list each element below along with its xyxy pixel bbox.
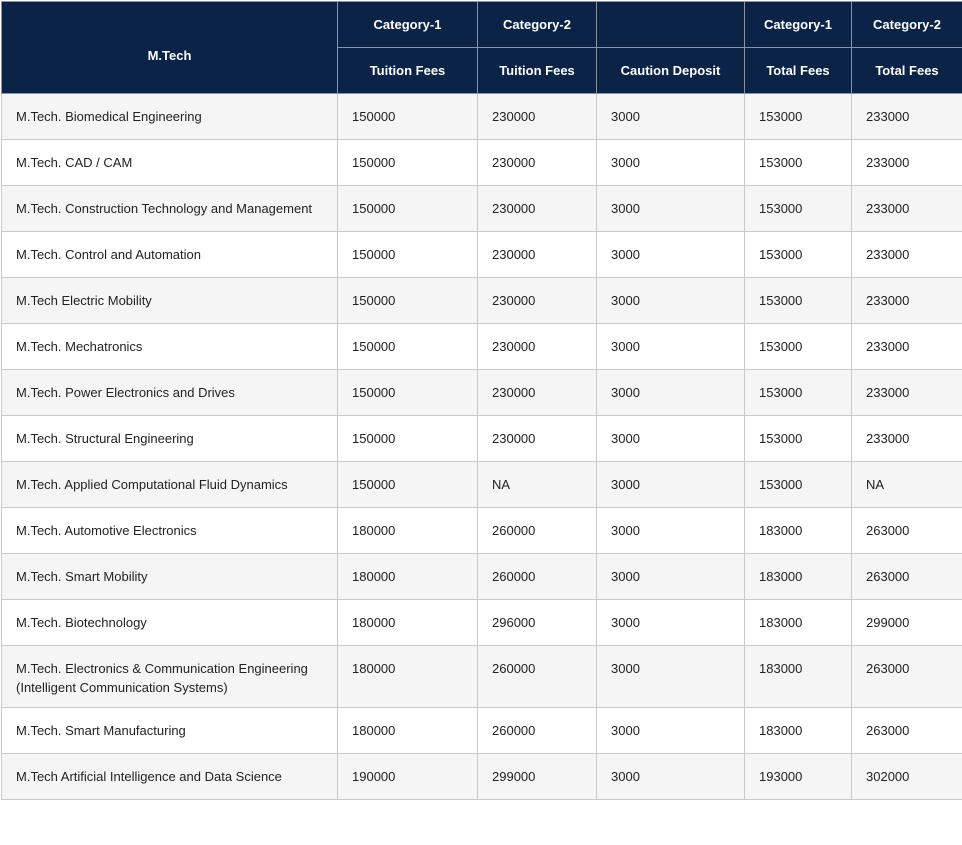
cat2-tuition-cell: 299000 bbox=[478, 754, 597, 800]
cat1-total-cell: 153000 bbox=[745, 462, 852, 508]
cat2-total-cell: 263000 bbox=[852, 508, 962, 554]
cat1-total-cell: 153000 bbox=[745, 416, 852, 462]
table-body bbox=[2, 94, 962, 800]
header-caution-deposit: Caution Deposit bbox=[597, 48, 745, 94]
cat2-total-cell: 263000 bbox=[852, 554, 962, 600]
cat2-total-cell: 233000 bbox=[852, 186, 962, 232]
header-total-fees-2: Total Fees bbox=[852, 48, 962, 94]
program-name-cell: M.Tech. Electronics & Communication Engineering (Intelligent Communication Systems) bbox=[2, 646, 338, 708]
program-name-cell: M.Tech. Smart Mobility bbox=[2, 554, 338, 600]
table-row bbox=[2, 600, 962, 646]
cat2-total-cell: 263000 bbox=[852, 708, 962, 754]
cat1-total-cell: 153000 bbox=[745, 140, 852, 186]
cat2-total-cell: 233000 bbox=[852, 140, 962, 186]
caution-deposit-cell: 3000 bbox=[597, 508, 745, 554]
cat2-total-cell: 233000 bbox=[852, 324, 962, 370]
header-category-1-tuition: Category-1 bbox=[338, 2, 478, 48]
table-row bbox=[2, 232, 962, 278]
cat1-tuition-cell: 180000 bbox=[338, 600, 478, 646]
header-tuition-fees-1: Tuition Fees bbox=[338, 48, 478, 94]
cat2-tuition-cell: 230000 bbox=[478, 278, 597, 324]
program-name-cell: M.Tech. Control and Automation bbox=[2, 232, 338, 278]
cat1-tuition-cell: 180000 bbox=[338, 646, 478, 708]
cat1-tuition-cell: 180000 bbox=[338, 554, 478, 600]
cat2-tuition-cell: 260000 bbox=[478, 646, 597, 708]
program-name-cell: M.Tech. Power Electronics and Drives bbox=[2, 370, 338, 416]
caution-deposit-cell: 3000 bbox=[597, 232, 745, 278]
cat2-tuition-cell: 230000 bbox=[478, 94, 597, 140]
program-name-cell: M.Tech. Automotive Electronics bbox=[2, 508, 338, 554]
cat1-tuition-cell: 150000 bbox=[338, 232, 478, 278]
program-name-cell: M.Tech. Construction Technology and Management bbox=[2, 186, 338, 232]
caution-deposit-cell: 3000 bbox=[597, 140, 745, 186]
cat1-total-cell: 183000 bbox=[745, 646, 852, 708]
caution-deposit-cell: 3000 bbox=[597, 370, 745, 416]
cat1-total-cell: 183000 bbox=[745, 508, 852, 554]
program-name-cell: M.Tech. Applied Computational Fluid Dynamics bbox=[2, 462, 338, 508]
cat2-tuition-cell: 230000 bbox=[478, 324, 597, 370]
header-category-2-tuition: Category-2 bbox=[478, 2, 597, 48]
cat2-total-cell: 233000 bbox=[852, 370, 962, 416]
header-program: M.Tech bbox=[2, 2, 338, 94]
cat2-tuition-cell: 260000 bbox=[478, 554, 597, 600]
caution-deposit-cell: 3000 bbox=[597, 646, 745, 708]
cat1-total-cell: 153000 bbox=[745, 278, 852, 324]
cat2-tuition-cell: NA bbox=[478, 462, 597, 508]
table-header bbox=[2, 2, 962, 94]
cat1-tuition-cell: 190000 bbox=[338, 754, 478, 800]
caution-deposit-cell: 3000 bbox=[597, 462, 745, 508]
cat2-total-cell: 299000 bbox=[852, 600, 962, 646]
cat1-total-cell: 153000 bbox=[745, 370, 852, 416]
cat2-tuition-cell: 260000 bbox=[478, 708, 597, 754]
cat2-tuition-cell: 260000 bbox=[478, 508, 597, 554]
caution-deposit-cell: 3000 bbox=[597, 754, 745, 800]
cat1-total-cell: 153000 bbox=[745, 324, 852, 370]
program-name-cell: M.Tech. CAD / CAM bbox=[2, 140, 338, 186]
table-row bbox=[2, 416, 962, 462]
program-name-cell: M.Tech. Biotechnology bbox=[2, 600, 338, 646]
cat1-tuition-cell: 180000 bbox=[338, 708, 478, 754]
cat2-total-cell: 233000 bbox=[852, 94, 962, 140]
header-row-categories bbox=[2, 2, 962, 48]
header-caution-blank bbox=[597, 2, 745, 48]
cat2-total-cell: NA bbox=[852, 462, 962, 508]
header-total-fees-1: Total Fees bbox=[745, 48, 852, 94]
program-name-cell: M.Tech Electric Mobility bbox=[2, 278, 338, 324]
cat1-tuition-cell: 180000 bbox=[338, 508, 478, 554]
cat1-total-cell: 183000 bbox=[745, 600, 852, 646]
caution-deposit-cell: 3000 bbox=[597, 94, 745, 140]
cat1-tuition-cell: 150000 bbox=[338, 462, 478, 508]
cat1-tuition-cell: 150000 bbox=[338, 186, 478, 232]
table-row bbox=[2, 94, 962, 140]
cat2-tuition-cell: 230000 bbox=[478, 370, 597, 416]
header-category-2-total: Category-2 bbox=[852, 2, 962, 48]
program-name-cell: M.Tech. Biomedical Engineering bbox=[2, 94, 338, 140]
cat2-tuition-cell: 230000 bbox=[478, 416, 597, 462]
cat1-tuition-cell: 150000 bbox=[338, 278, 478, 324]
header-tuition-fees-2: Tuition Fees bbox=[478, 48, 597, 94]
cat1-total-cell: 153000 bbox=[745, 94, 852, 140]
table-row bbox=[2, 324, 962, 370]
table-row bbox=[2, 646, 962, 708]
table-row bbox=[2, 754, 962, 800]
program-name-cell: M.Tech Artificial Intelligence and Data Science bbox=[2, 754, 338, 800]
cat2-total-cell: 233000 bbox=[852, 416, 962, 462]
header-category-1-total: Category-1 bbox=[745, 2, 852, 48]
cat2-tuition-cell: 230000 bbox=[478, 232, 597, 278]
cat1-total-cell: 153000 bbox=[745, 232, 852, 278]
caution-deposit-cell: 3000 bbox=[597, 324, 745, 370]
fee-table bbox=[1, 1, 962, 800]
cat1-total-cell: 183000 bbox=[745, 554, 852, 600]
cat1-total-cell: 183000 bbox=[745, 708, 852, 754]
table-row bbox=[2, 708, 962, 754]
table-row bbox=[2, 140, 962, 186]
cat2-total-cell: 263000 bbox=[852, 646, 962, 708]
cat2-total-cell: 302000 bbox=[852, 754, 962, 800]
cat1-tuition-cell: 150000 bbox=[338, 94, 478, 140]
caution-deposit-cell: 3000 bbox=[597, 186, 745, 232]
cat1-tuition-cell: 150000 bbox=[338, 416, 478, 462]
program-name-cell: M.Tech. Mechatronics bbox=[2, 324, 338, 370]
cat1-tuition-cell: 150000 bbox=[338, 324, 478, 370]
cat2-tuition-cell: 230000 bbox=[478, 186, 597, 232]
program-name-cell: M.Tech. Structural Engineering bbox=[2, 416, 338, 462]
cat1-tuition-cell: 150000 bbox=[338, 370, 478, 416]
table-row bbox=[2, 554, 962, 600]
caution-deposit-cell: 3000 bbox=[597, 708, 745, 754]
table-row bbox=[2, 508, 962, 554]
table-row bbox=[2, 186, 962, 232]
caution-deposit-cell: 3000 bbox=[597, 600, 745, 646]
program-name-cell: M.Tech. Smart Manufacturing bbox=[2, 708, 338, 754]
table-row bbox=[2, 370, 962, 416]
cat2-total-cell: 233000 bbox=[852, 278, 962, 324]
cat2-tuition-cell: 296000 bbox=[478, 600, 597, 646]
table-row bbox=[2, 278, 962, 324]
cat2-tuition-cell: 230000 bbox=[478, 140, 597, 186]
caution-deposit-cell: 3000 bbox=[597, 554, 745, 600]
cat2-total-cell: 233000 bbox=[852, 232, 962, 278]
caution-deposit-cell: 3000 bbox=[597, 278, 745, 324]
cat1-total-cell: 193000 bbox=[745, 754, 852, 800]
table-row bbox=[2, 462, 962, 508]
cat1-tuition-cell: 150000 bbox=[338, 140, 478, 186]
cat1-total-cell: 153000 bbox=[745, 186, 852, 232]
caution-deposit-cell: 3000 bbox=[597, 416, 745, 462]
